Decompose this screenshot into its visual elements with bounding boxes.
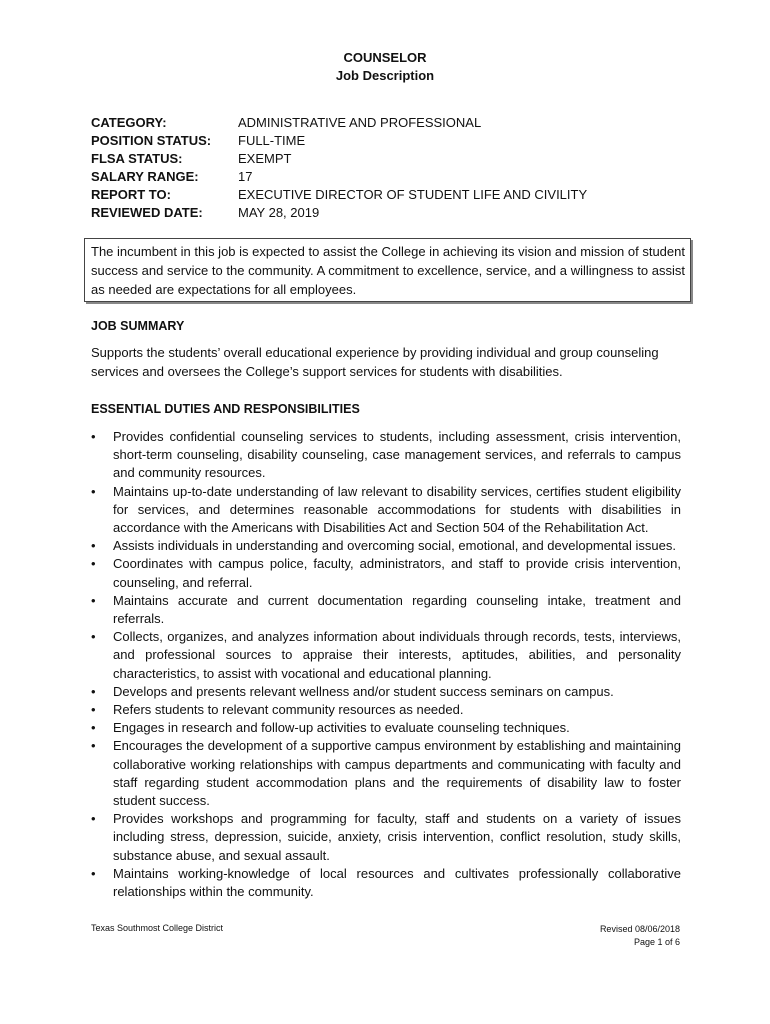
duty-text: Engages in research and follow-up activities to evaluate counseling techniques. xyxy=(113,720,570,736)
footer-revised-date: Revised 08/06/2018 xyxy=(599,924,680,934)
duty-text: Assists individuals in understanding and overcoming social, emotional, and developmental issues. xyxy=(113,538,676,554)
footer-page-number: Page 1 of 6 xyxy=(633,937,680,947)
bullet-icon: • xyxy=(91,592,96,608)
duty-item xyxy=(91,719,681,737)
job-summary-heading: JOB SUMMARY xyxy=(91,319,185,333)
duty-item xyxy=(91,428,681,483)
mission-statement-box: The incumbent in this job is expected to assist the College in achieving its vision and mission of student success and service to the community. A commitment to excellence, service, and a willingness to assist as needed are expectations for all employees. xyxy=(84,238,691,302)
meta-row-report-to xyxy=(91,186,587,204)
footer-organization: Texas Southmost College District xyxy=(91,923,224,933)
bullet-icon: • xyxy=(91,720,96,736)
bullet-icon: • xyxy=(91,811,96,827)
duty-text: Maintains working-knowledge of local resources and cultivates professionally collaborative relationships within the community. xyxy=(113,865,681,900)
meta-row-category xyxy=(91,114,587,132)
meta-label: REPORT TO: xyxy=(91,187,171,202)
meta-value: FULL-TIME xyxy=(238,133,306,148)
meta-value: EXECUTIVE DIRECTOR OF STUDENT LIFE AND CIVILITY xyxy=(238,187,588,202)
duty-item xyxy=(91,865,681,901)
document-title: COUNSELOR xyxy=(343,50,427,65)
meta-row-salary-range xyxy=(91,168,587,186)
duty-text: Encourages the development of a supportive campus environment by establishing and maintaining collaborative working relationships with campus departments and communicating with faculty and staff regarding student accommodation plans and the requirements of disability law to foster student success. xyxy=(113,738,681,809)
duty-text: Maintains accurate and current documentation regarding counseling intake, treatment and referrals. xyxy=(113,592,681,627)
duty-item xyxy=(91,628,681,683)
duty-item xyxy=(91,683,681,701)
meta-row-flsa-status xyxy=(91,150,587,168)
duties-heading: ESSENTIAL DUTIES AND RESPONSIBILITIES xyxy=(91,402,360,416)
duty-text: Develops and presents relevant wellness and/or student success seminars on campus. xyxy=(113,683,614,699)
duty-text: Provides confidential counseling services to students, including assessment, crisis intervention, short-term counseling, disability counseling, case management services, and referrals to campus and community resources. xyxy=(113,429,681,481)
duty-item xyxy=(91,537,681,555)
bullet-icon: • xyxy=(91,738,96,754)
meta-row-position-status xyxy=(91,132,587,150)
bullet-icon: • xyxy=(91,429,96,444)
meta-value: ADMINISTRATIVE AND PROFESSIONAL xyxy=(238,115,482,130)
bullet-icon: • xyxy=(91,556,96,572)
bullet-icon: • xyxy=(91,538,96,554)
duties-list xyxy=(91,428,681,901)
duty-text: Maintains up-to-date understanding of law relevant to disability services, certifies student eligibility for services, and determines reasonable accommodations for students with disabilities in accordance with the Americans with Disabilities Act and Section 504 of the Rehabilitation Act. xyxy=(113,483,681,536)
meta-value: 17 xyxy=(238,169,253,184)
duty-text: Provides workshops and programming for faculty, staff and students on a variety of issues including stress, depression, suicide, anxiety, crisis intervention, conflict resolution, study skills, substance abuse, and sexual assault. xyxy=(113,811,681,863)
bullet-icon: • xyxy=(91,629,96,645)
meta-label: REVIEWED DATE: xyxy=(91,205,203,220)
duty-item xyxy=(91,701,681,719)
footer-revision-info xyxy=(600,923,680,949)
duty-text: Refers students to relevant community resources as needed. xyxy=(113,702,464,718)
meta-row-reviewed-date xyxy=(91,204,587,222)
duty-item xyxy=(91,483,681,538)
meta-label: CATEGORY: xyxy=(91,115,167,130)
duty-text: Coordinates with campus police, faculty, administrators, and staff to provide crisis intervention, counseling, and referral. xyxy=(113,556,681,590)
document-subtitle: Job Description xyxy=(335,68,435,83)
duty-item xyxy=(91,592,681,628)
duty-item xyxy=(91,810,681,865)
duty-item xyxy=(91,737,681,810)
meta-label: FLSA STATUS: xyxy=(91,151,183,166)
bullet-icon: • xyxy=(91,483,96,499)
bullet-icon: • xyxy=(91,865,96,881)
meta-value: MAY 28, 2019 xyxy=(238,205,320,220)
position-details xyxy=(91,114,587,222)
bullet-icon: • xyxy=(91,683,96,699)
meta-label: SALARY RANGE: xyxy=(91,169,199,184)
bullet-icon: • xyxy=(91,702,96,718)
job-summary-text: Supports the students’ overall educational experience by providing individual and group counseling services and oversees the College’s support services for students with disabilities. xyxy=(91,345,659,379)
meta-value: EXEMPT xyxy=(238,151,292,166)
meta-label: POSITION STATUS: xyxy=(91,133,212,148)
duty-item xyxy=(91,555,681,591)
duty-text: Collects, organizes, and analyzes information about individuals through records, tests, interviews, and professional sources to appraise their interests, aptitudes, abilities, and personality characteristics, to assist with vocational and educational planning. xyxy=(113,629,681,681)
